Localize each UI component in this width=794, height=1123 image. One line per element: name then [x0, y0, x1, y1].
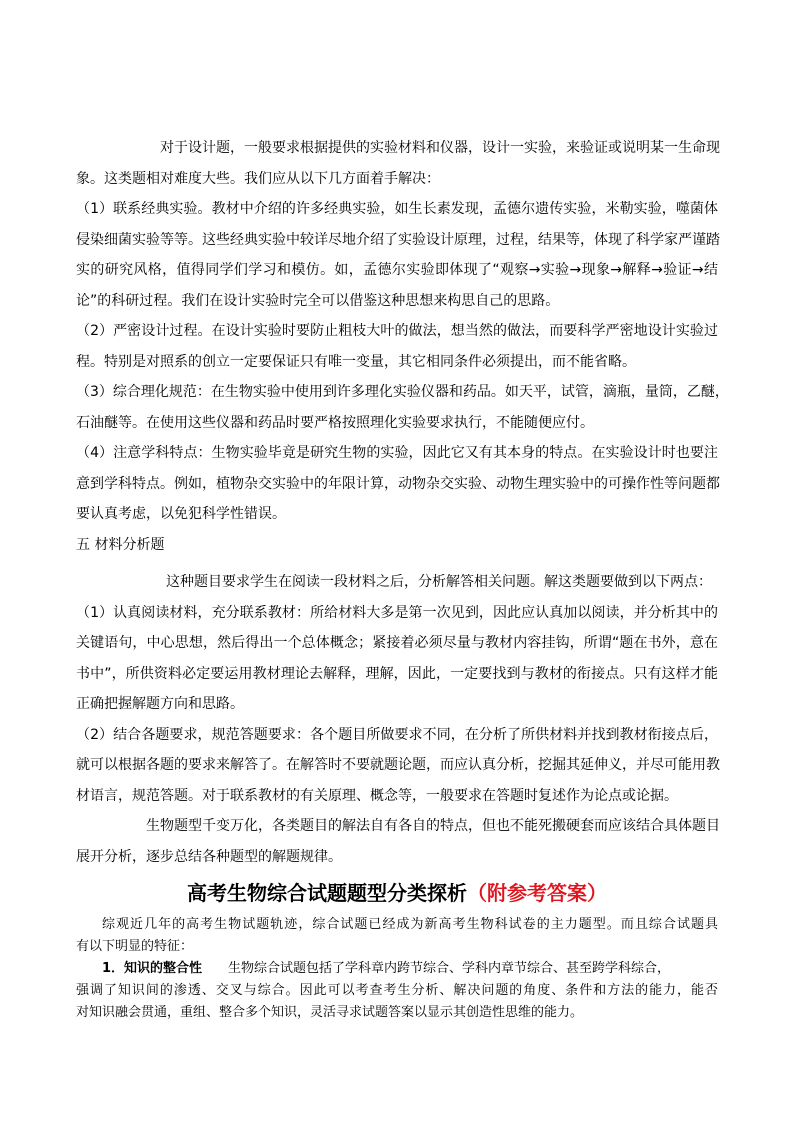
paragraph-line: 综观近几年的高考生物试题轨迹，综合试题已经成为新高考生物科试卷的主力题型。而且综合试题具 — [102, 917, 718, 932]
paragraph-line: 展开分析，逐步总结各种题型的解题规律。 — [76, 848, 342, 865]
design-question-section — [76, 133, 729, 560]
list-item-line: 书中”，所供资料必定要运用教材理论去解释，理解，因此，一定要找到与教材的衔接点。只有这样才能 — [76, 665, 718, 682]
list-item-line: （2）严密设计过程。在设计实验时要防止粗枝大叶的做法，想当然的做法，而要科学严密地设计实验过 — [76, 323, 718, 339]
list-item-line: （2）结合各题要求，规范答题要求：各个题目所做要求不同，在分析了所供材料并找到教材衔接点后， — [76, 726, 718, 743]
list-item-line: 程。特别是对照系的创立一定要保证只有唯一变量，其它相同条件必须提出，而不能省略。 — [76, 353, 636, 370]
article-title-main: 高考生物综合试题题型分类探析 — [187, 881, 467, 905]
paragraph-line: 这种题目要求学生在阅读一段材料之后，分析解答相关问题。解这类题要做到以下两点： — [166, 574, 712, 590]
point-line: 对知识融会贯通，重组、整合多个知识，灵活寻求试题答案以显示其创造性思维的能力。 — [76, 1005, 584, 1020]
list-item-line: （1）认真阅读材料，充分联系教材：所给材料大多是第一次见到，因此应认真加以阅读，并分析其中的 — [76, 604, 718, 621]
list-item-line: 侵染细菌实验等等。这些经典实验中较详尽地介绍了实验设计原理，过程，结果等，体现了科学家严谨踏 — [76, 231, 720, 248]
list-item-line: 材语言，规范答题。对于联系教材的有关原理、概念等，一般要求在答题时复述作为论点或论据。 — [76, 787, 678, 804]
point-line — [76, 958, 718, 980]
list-item-line: 实的研究风格，值得同学们学习和模仿。如，孟德尔实验即体现了“观察→实验→现象→解释→验证→结 — [76, 262, 718, 278]
point-label: 1．知识的整合性 — [102, 961, 203, 976]
list-item-line: 关键语句，中心思想，然后得出一个总体概念；紧接着必须尽量与教材内容挂钩，所谓“题在书外，意在 — [76, 635, 718, 651]
list-item-line: （4）注意学科特点：生物实验毕竟是研究生物的实验，因此它又有其本身的特点。在实验设计时也要注 — [76, 445, 718, 461]
list-item-line: （1）联系经典实验。教材中介绍的许多经典实验，如生长素发现，孟德尔遗传实验，米勒实验，噬菌体 — [76, 201, 718, 217]
list-item-line: 就可以根据各题的要求来解答了。在解答时不要就题论题，而应认真分析，挖掘其延伸义，并尽可能用教 — [76, 757, 720, 773]
article-title-suffix: （附参考答案） — [467, 881, 607, 905]
article-intro-section — [76, 914, 718, 1024]
list-item-line: 要认真考虑，以免犯科学性错误。 — [76, 506, 286, 522]
material-analysis-section — [76, 567, 718, 872]
point-line: 强调了知识间的渗透、交叉与综合。因此可以考查考生分析、解决问题的角度、条件和方法的能力，能否 — [76, 983, 718, 998]
list-item-line: 石油醚等。在使用这些仪器和药品时要严格按照理化实验要求执行，不能随便应付。 — [76, 414, 594, 431]
article-title — [0, 878, 794, 908]
list-item-line: （3）综合理化规范：在生物实验中使用到许多理化实验仪器和药品。如天平，试管，滴瓶，量筒，乙醚， — [76, 384, 729, 400]
section-heading: 五 材料分析题 — [76, 536, 165, 553]
list-item-line: 意到学科特点。例如，植物杂交实验中的年限计算，动物杂交实验、动物生理实验中的可操作性等问题都 — [76, 475, 720, 492]
list-item-line: 正确把握解题方向和思路。 — [76, 696, 244, 712]
point-text: 生物综合试题包括了学科章内跨节综合、学科内章节综合、甚至跨学科综合， — [228, 961, 671, 976]
paragraph-line: 对于设计题，一般要求根据提供的实验材料和仪器，设计一实验，来验证或说明某一生命现 — [160, 140, 720, 156]
list-item-line: 论”的科研过程。我们在设计实验时完全可以借鉴这种思想来构思自己的思路。 — [76, 292, 560, 309]
paragraph-line: 有以下明显的特征： — [76, 939, 194, 954]
paragraph-line: 生物题型千变万化，各类题目的解法自有各自的特点，但也不能死搬硬套而应该结合具体题目 — [146, 818, 720, 834]
paragraph-line: 象。这类题相对难度大些。我们应从以下几方面着手解决： — [76, 170, 440, 187]
